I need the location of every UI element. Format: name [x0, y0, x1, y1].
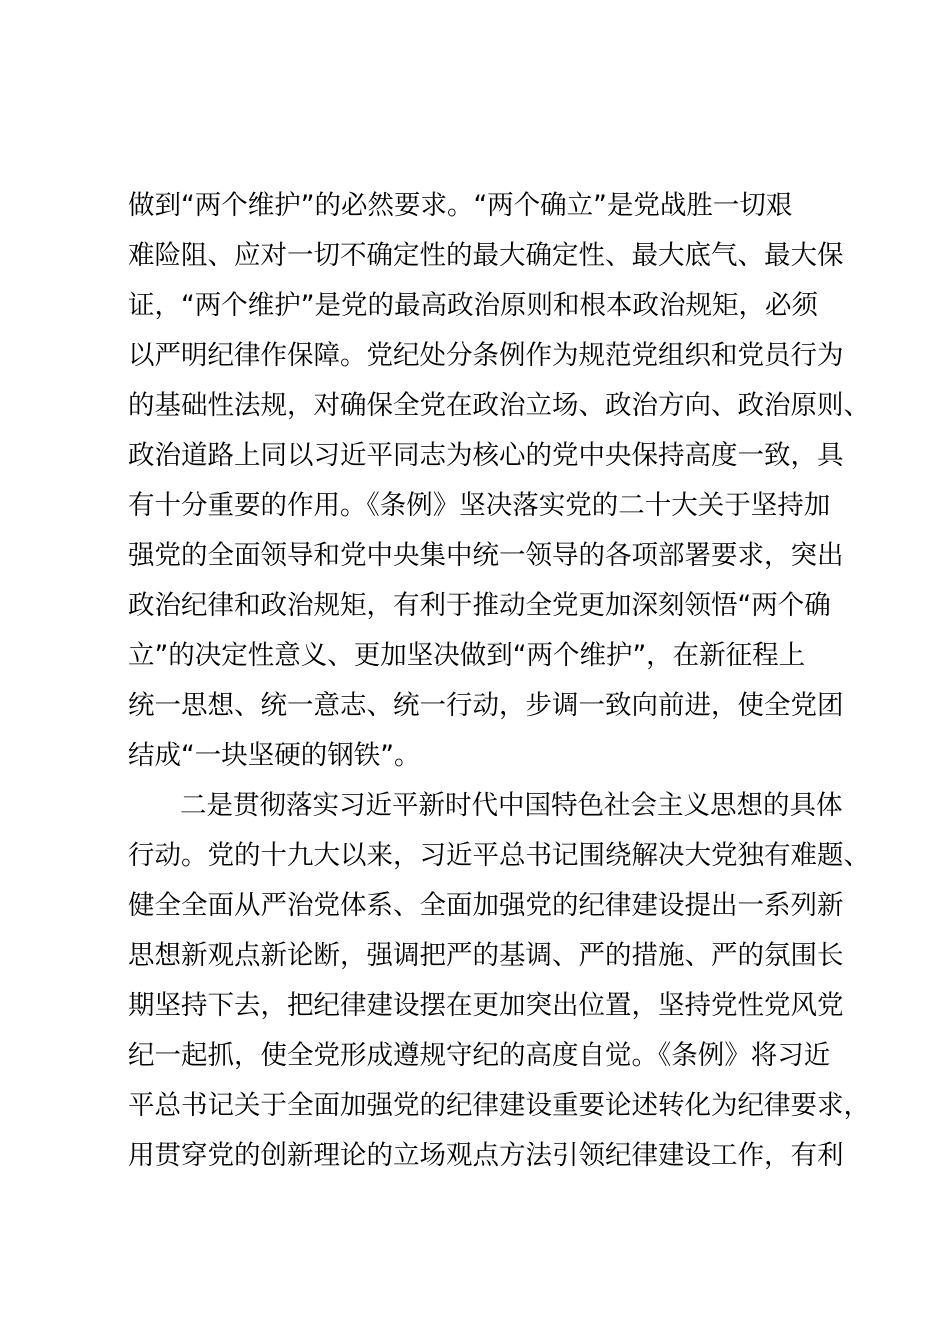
text-line: 用贯穿党的创新理论的立场观点方法引领纪律建设工作，有利 [128, 1140, 844, 1171]
text-line: 以严明纪律作保障。党纪处分条例作为规范党组织和党员行为 [128, 340, 844, 371]
text-line: 行动。党的十九大以来，习近平总书记围绕解决大党独有难题、 [128, 840, 870, 871]
text-line: 期坚持下去，把纪律建设摆在更加突出位置，坚持党性党风党 [128, 990, 844, 1021]
text-line: 的基础性法规，对确保全党在政治立场、政治方向、政治原则、 [128, 390, 870, 421]
paragraph-start-line: 二是贯彻落实习近平新时代中国特色社会主义思想的具体 [180, 790, 843, 821]
text-line: 强党的全面领导和党中央集中统一领导的各项部署要求，突出 [128, 540, 844, 571]
text-line: 纪一起抓，使全党形成遵规守纪的高度自觉。《条例》将习近 [128, 1040, 831, 1071]
text-line: 有十分重要的作用。《条例》坚决落实党的二十大关于坚持加 [128, 490, 831, 521]
text-line: 健全全面从严治党体系、全面加强党的纪律建设提出一系列新 [128, 890, 844, 921]
text-line: 统一思想、统一意志、统一行动，步调一致向前进，使全党团 [128, 690, 844, 721]
text-line: 证，“两个维护”是党的最高政治原则和根本政治规矩，必须 [128, 290, 818, 321]
text-line: 政治纪律和政治规矩，有利于推动全党更加深刻领悟“两个确 [128, 590, 831, 621]
text-line: 思想新观点新论断，强调把严的基调、严的措施、严的氛围长 [128, 940, 844, 971]
text-line: 难险阻、应对一切不确定性的最大确定性、最大底气、最大保 [128, 240, 844, 271]
text-line: 结成“一块坚硬的钢铁”。 [128, 740, 421, 771]
body-text [128, 181, 870, 1181]
text-line: 立”的决定性意义、更加坚决做到“两个维护”，在新征程上 [128, 640, 806, 671]
text-line: 做到“两个维护”的必然要求。“两个确立”是党战胜一切艰 [128, 190, 793, 221]
text-line: 政治道路上同以习近平同志为核心的党中央保持高度一致，具 [128, 440, 844, 471]
text-line: 平总书记关于全面加强党的纪律建设重要论述转化为纪律要求， [128, 1090, 870, 1121]
